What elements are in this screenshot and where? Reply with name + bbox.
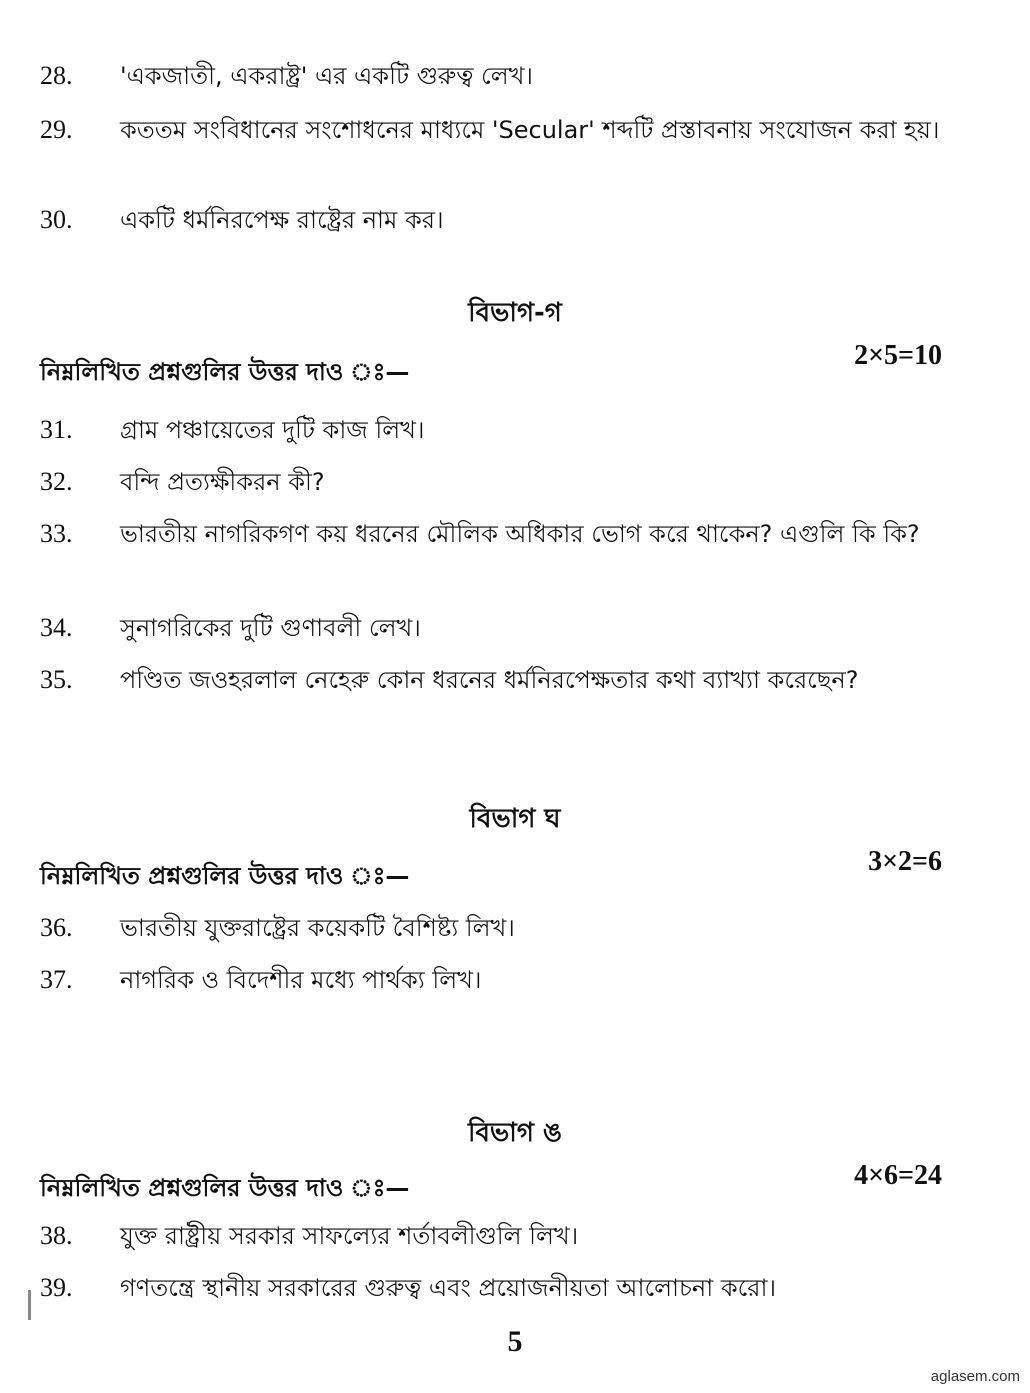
section-c-marks: 2×5=10 — [854, 340, 942, 371]
question-number: 32. — [40, 467, 73, 496]
question-37 — [40, 960, 970, 1000]
section-d-instruction: নিম্নলিখিত প্রশ্নগুলির উত্তর দাও ঃ— — [40, 862, 410, 890]
question-28 — [40, 56, 970, 96]
page-number: 5 — [507, 1325, 523, 1358]
section-c-instruction: নিম্নলিখিত প্রশ্নগুলির উত্তর দাও ঃ— — [40, 358, 410, 386]
question-number: 31. — [40, 415, 73, 444]
question-39 — [40, 1268, 970, 1308]
scan-margin-mark — [28, 1290, 31, 1320]
question-32 — [40, 462, 970, 502]
question-number: 37. — [40, 965, 73, 994]
question-text: একটি ধর্মনিরপেক্ষ রাষ্ট্রের নাম কর। — [120, 206, 444, 234]
question-38 — [40, 1216, 970, 1256]
question-number: 29. — [40, 115, 73, 144]
section-c-heading: বিভাগ-গ — [468, 298, 562, 328]
question-36 — [40, 908, 970, 948]
section-d-heading: বিভাগ ঘ — [469, 804, 561, 834]
question-30 — [40, 200, 970, 240]
question-text: নাগরিক ও বিদেশীর মধ্যে পার্থক্য লিখ। — [120, 966, 482, 994]
question-text: পণ্ডিত জওহরলাল নেহেরু কোন ধরনের ধর্মনিরপেক্ষতার কথা ব্যাখ্যা করেছেন? — [120, 666, 859, 694]
question-31 — [40, 410, 970, 450]
section-e-marks: 4×6=24 — [854, 1160, 942, 1191]
question-text: গণতন্ত্রে স্থানীয় সরকারের গুরুত্ব এবং প্রয়োজনীয়তা আলোচনা করো। — [120, 1274, 777, 1302]
question-29 — [40, 110, 970, 150]
question-number: 39. — [40, 1273, 73, 1302]
question-text: ভারতীয় যুক্তরাষ্ট্রের কয়েকটি বৈশিষ্ট্য লিখ। — [120, 914, 515, 942]
question-text: 'একজাতী, একরাষ্ট্র' এর একটি গুরুত্ব লেখ। — [120, 62, 534, 90]
question-text: গ্রাম পঞ্চায়েতের দুটি কাজ লিখ। — [120, 416, 425, 444]
question-number: 34. — [40, 613, 73, 642]
question-text: যুক্ত রাষ্ট্রীয় সরকার সাফল্যের শর্তাবলীগুলি লিখ। — [120, 1222, 579, 1250]
question-35 — [40, 660, 970, 700]
watermark: aglasem.com — [930, 1368, 1020, 1385]
section-e-instruction: নিম্নলিখিত প্রশ্নগুলির উত্তর দাও ঃ— — [40, 1174, 410, 1202]
question-number: 36. — [40, 913, 73, 942]
question-text: ভারতীয় নাগরিকগণ কয় ধরনের মৌলিক অধিকার ভোগ করে থাকেন? এগুলি কি কি? — [120, 520, 920, 548]
question-number: 33. — [40, 519, 73, 548]
question-text: কততম সংবিধানের সংশোধনের মাধ্যমে 'Secular' শব্দটি প্রস্তাবনায় সংযোজন করা হয়। — [120, 116, 940, 144]
question-34 — [40, 608, 970, 648]
question-number: 38. — [40, 1221, 73, 1250]
question-text: বন্দি প্রত্যক্ষীকরন কী? — [120, 468, 325, 496]
section-e-heading: বিভাগ ঙ — [468, 1118, 562, 1148]
question-number: 30. — [40, 205, 73, 234]
question-number: 28. — [40, 61, 73, 90]
question-number: 35. — [40, 665, 73, 694]
section-d-marks: 3×2=6 — [868, 846, 942, 877]
question-text: সুনাগরিকের দুটি গুণাবলী লেখ। — [120, 614, 421, 642]
question-33 — [40, 514, 970, 554]
